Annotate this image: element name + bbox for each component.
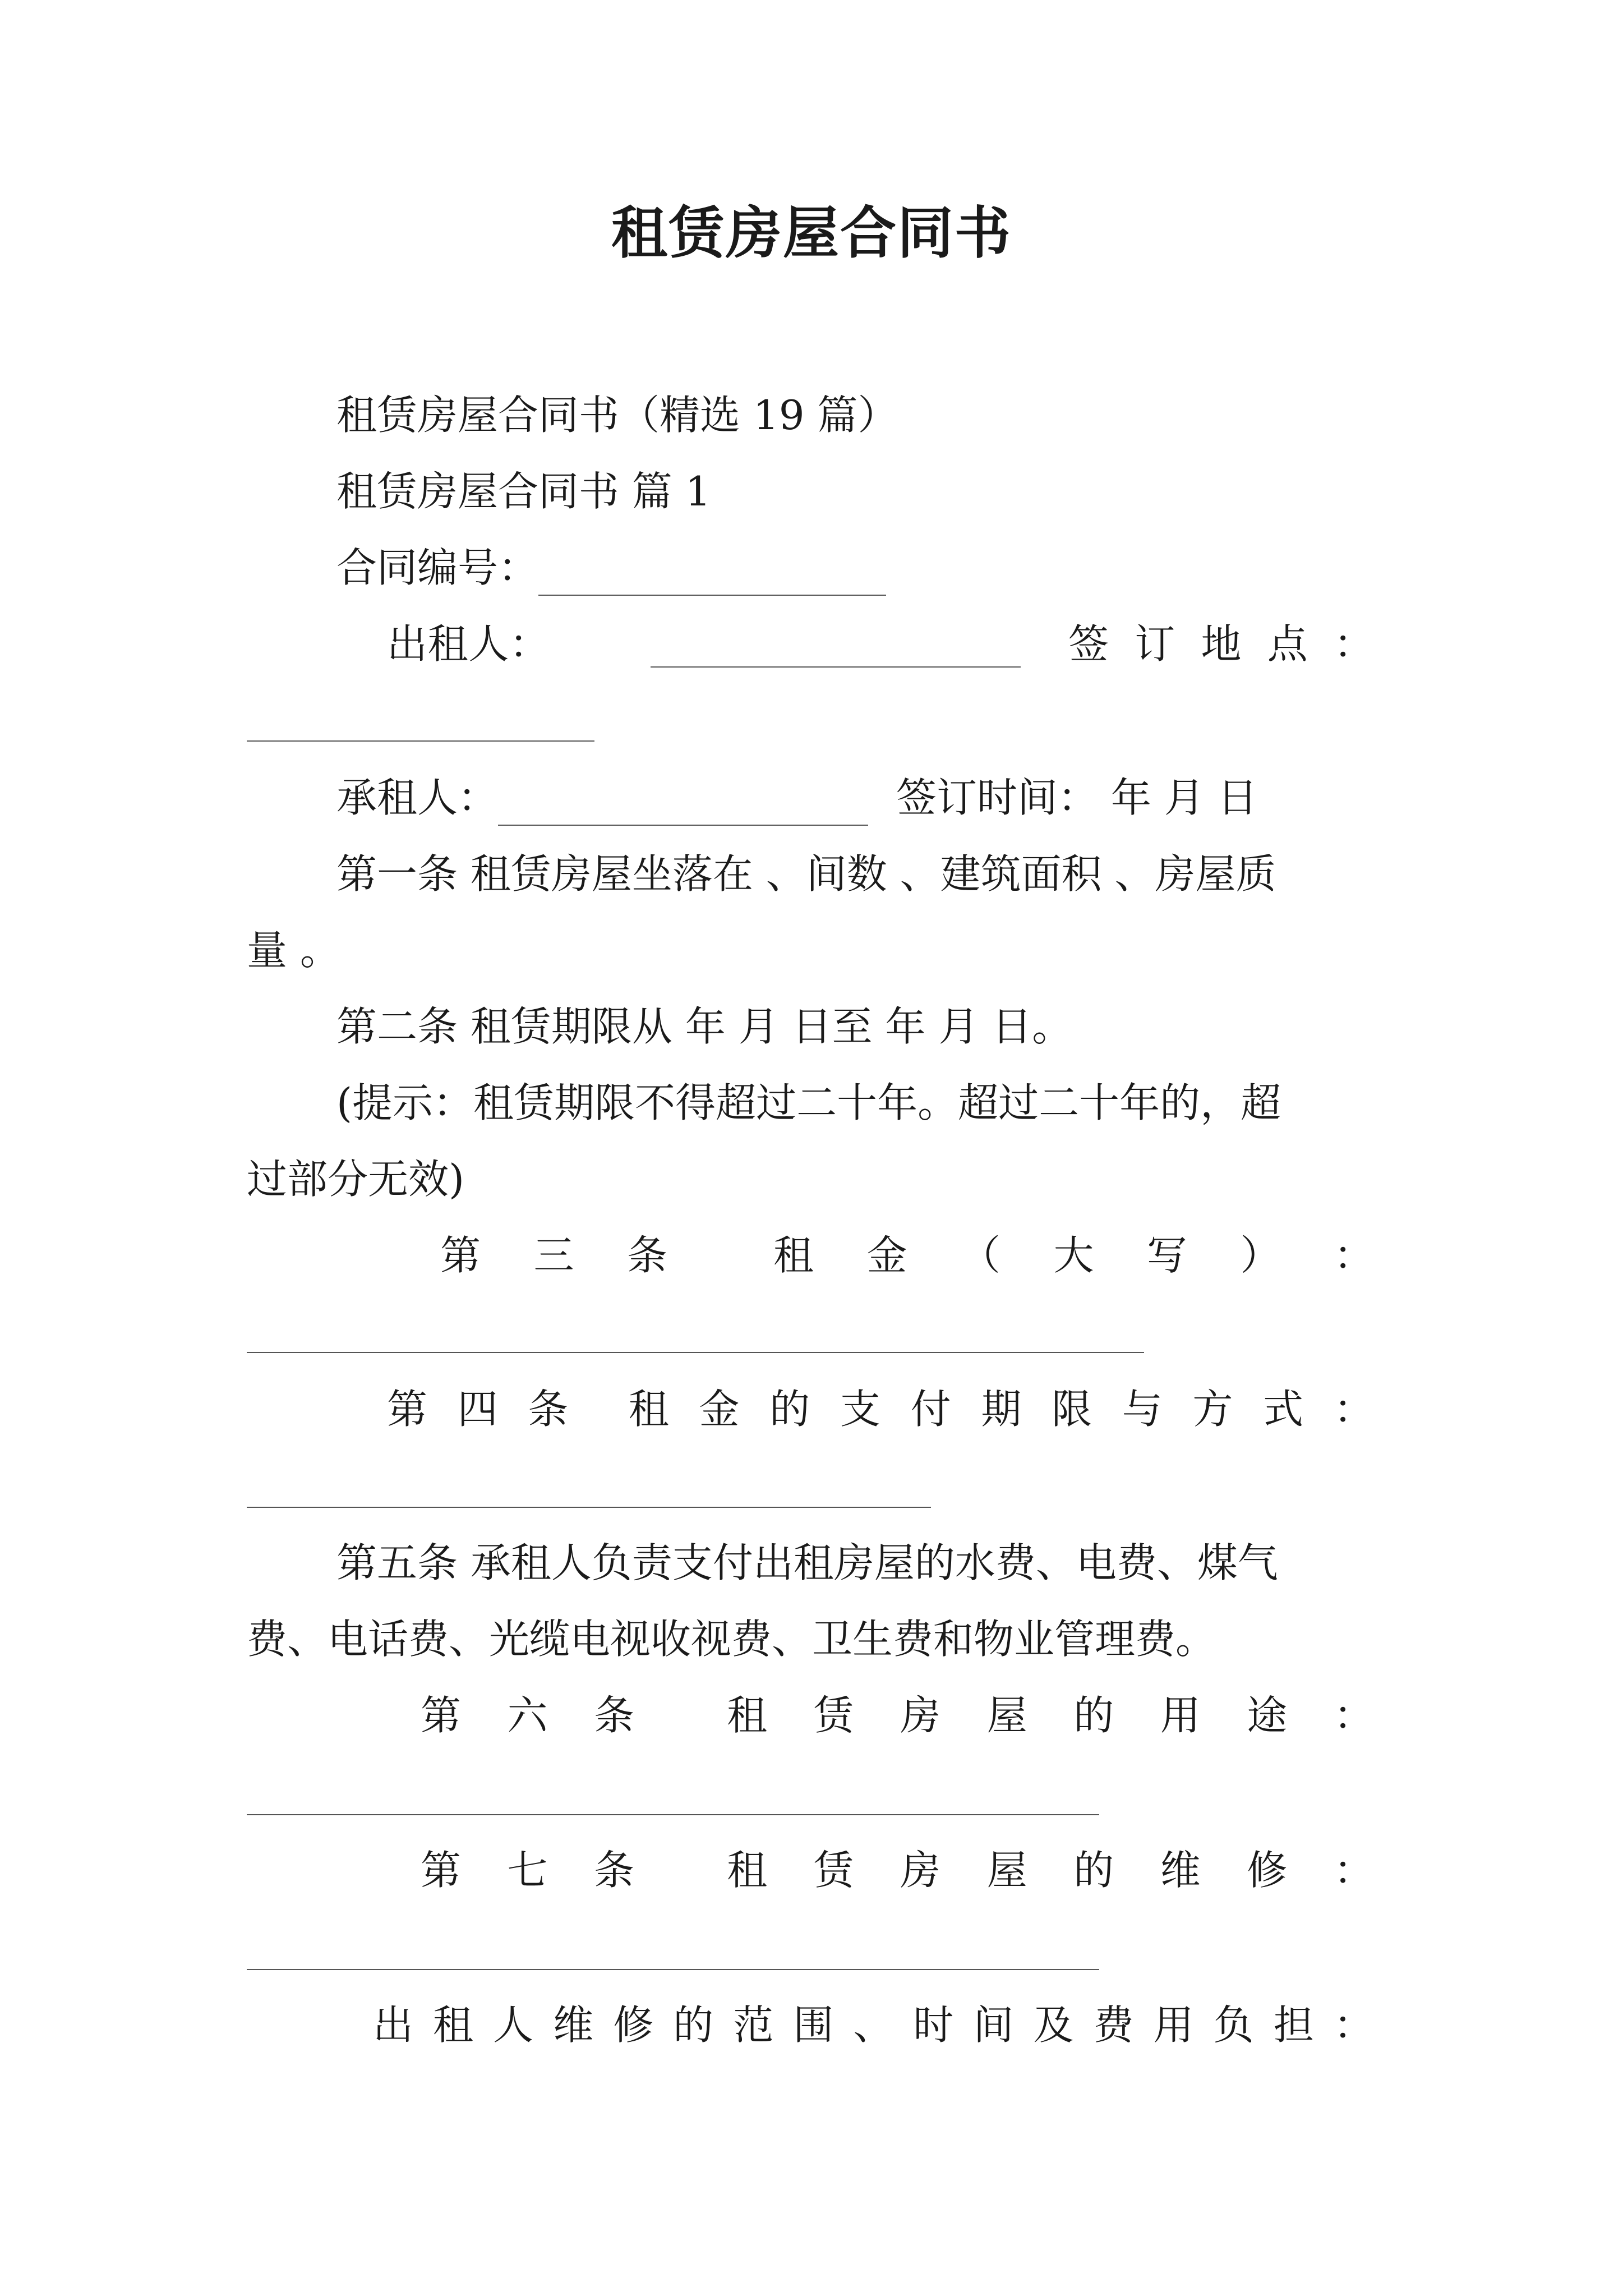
contract-number-row [336, 540, 886, 596]
char: 点 [1267, 620, 1308, 668]
sign-place-blank [247, 740, 594, 742]
char: 与 [1122, 1386, 1163, 1433]
char: 租 [433, 2001, 474, 2049]
char: 三 [533, 1232, 574, 1279]
char: 屋 [986, 1692, 1027, 1739]
repair-responsibility [373, 1997, 1374, 2053]
char: 担 [1273, 2001, 1314, 2049]
char: 租 [727, 1692, 768, 1739]
char: 租 [427, 620, 468, 668]
char: 赁 [813, 1847, 854, 1894]
contract-number-label: 合同编号： [336, 544, 539, 591]
char: 范 [733, 2001, 774, 2049]
char: 的 [1073, 1692, 1114, 1739]
lessee-row [336, 770, 1258, 826]
char: 条 [594, 1692, 635, 1739]
article-1-line-2: 量 。 [247, 927, 340, 974]
char: ： [1333, 1692, 1374, 1739]
char: 租 [727, 1847, 768, 1894]
char: 写 [1146, 1232, 1187, 1279]
char: 维 [553, 2001, 594, 2049]
char: 条 [528, 1386, 569, 1433]
char: ： [1333, 1232, 1374, 1279]
char: 用 [1160, 1692, 1201, 1739]
char: 人 [493, 2001, 534, 2049]
char: 用 [1153, 2001, 1194, 2049]
article-7-blank [247, 1969, 1099, 1970]
char: 七 [507, 1847, 548, 1894]
char: 途 [1247, 1692, 1288, 1739]
article-6 [421, 1687, 1374, 1743]
char: ） [1240, 1232, 1281, 1279]
char: 修 [1247, 1847, 1288, 1894]
subtitle: 租赁房屋合同书（精选 19 篇） [336, 392, 898, 439]
article-4 [387, 1381, 1374, 1437]
char: 六 [507, 1692, 548, 1739]
article-7 [421, 1842, 1374, 1898]
sign-place-label [1068, 616, 1374, 672]
char: 金 [866, 1232, 907, 1279]
char: 人 [468, 620, 509, 668]
char: 地 [1201, 620, 1242, 668]
char: 时 [913, 2001, 954, 2049]
char: 大 [1053, 1232, 1094, 1279]
char: 出 [387, 620, 428, 668]
char: 租 [773, 1232, 814, 1279]
char: 限 [1052, 1386, 1092, 1433]
char: 屋 [986, 1847, 1027, 1894]
article-3-blank [247, 1352, 1144, 1353]
char: 第 [421, 1692, 462, 1739]
contract-number-blank [538, 550, 886, 596]
char: 订 [1135, 620, 1175, 668]
article-4-blank [247, 1507, 931, 1508]
lessee-label: 承租人： [336, 774, 499, 821]
char: 费 [1093, 2001, 1134, 2049]
char: ： [1333, 1847, 1374, 1894]
char: 负 [1213, 2001, 1254, 2049]
char: 、 [853, 2001, 894, 2049]
char: 条 [594, 1847, 635, 1894]
char: 房 [900, 1692, 941, 1739]
article-5-line-1: 第五条 承租人负责支付出租房屋的水费、电费、煤气 [336, 1539, 1278, 1586]
article-2: 第二条 租赁期限从 年 月 日至 年 月 日。 [336, 1003, 1073, 1050]
char: 第 [440, 1232, 481, 1279]
article-3 [440, 1227, 1374, 1283]
char: ： [1333, 620, 1374, 668]
sign-time: 签订时间： 年 月 日 [896, 774, 1258, 821]
char: 支 [840, 1386, 880, 1433]
article-5-line-2: 费、电话费、光缆电视收视费、卫生费和物业管理费。 [247, 1616, 1216, 1663]
char: 付 [910, 1386, 951, 1433]
tip-line-2: 过部分无效) [247, 1156, 465, 1203]
char: 期 [981, 1386, 1022, 1433]
char: ： [509, 620, 550, 668]
char: （ [960, 1232, 1000, 1279]
char: ： [1333, 1386, 1374, 1433]
char: 四 [457, 1386, 498, 1433]
char: 第 [387, 1386, 428, 1433]
char: 围 [793, 2001, 834, 2049]
char: 的 [673, 2001, 714, 2049]
char: 金 [699, 1386, 740, 1433]
lessor-label [387, 616, 550, 672]
char: 房 [900, 1847, 941, 1894]
char: 的 [1073, 1847, 1114, 1894]
char: 式 [1263, 1386, 1304, 1433]
tip-line-1: (提示：租赁期限不得超过二十年。超过二十年的，超 [336, 1079, 1281, 1126]
article-6-blank [247, 1814, 1099, 1815]
char: 修 [613, 2001, 654, 2049]
char: 及 [1033, 2001, 1074, 2049]
article-1-line-1: 第一条 租赁房屋坐落在 、间数 、建筑面积 、房屋质 [336, 850, 1276, 898]
char: 的 [769, 1386, 810, 1433]
char: 维 [1160, 1847, 1201, 1894]
page-title: 租赁房屋合同书 [611, 200, 1012, 266]
char: 赁 [813, 1692, 854, 1739]
char: 出 [373, 2001, 414, 2049]
char: 间 [973, 2001, 1014, 2049]
char: 租 [628, 1386, 669, 1433]
char: 条 [627, 1232, 668, 1279]
lessor-blank [651, 666, 1021, 668]
char: 方 [1192, 1386, 1233, 1433]
char: 签 [1068, 620, 1109, 668]
char: 第 [421, 1847, 462, 1894]
part-heading: 租赁房屋合同书 篇 1 [336, 468, 711, 515]
lessee-blank [498, 780, 868, 826]
char: ： [1333, 2001, 1374, 2049]
